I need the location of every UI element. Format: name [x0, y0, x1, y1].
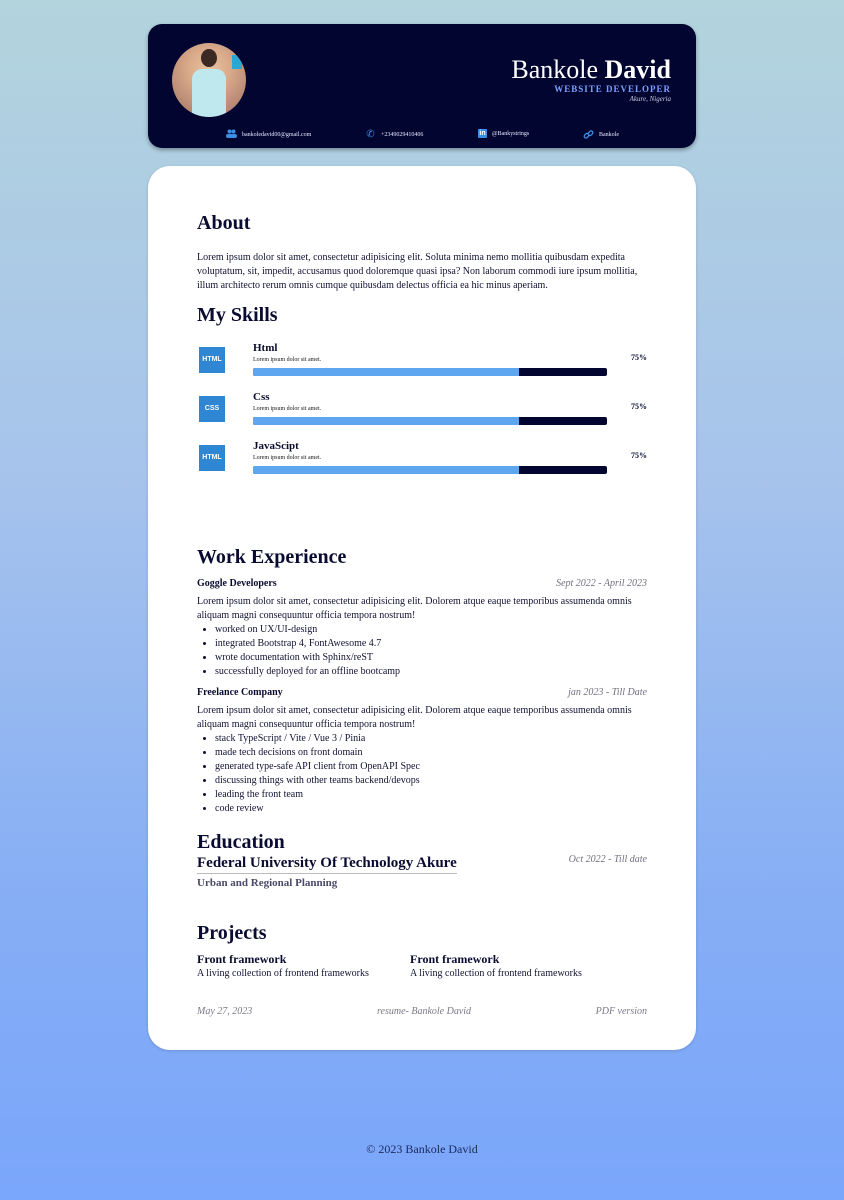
profile-name: Bankole David — [511, 55, 671, 84]
skill-progress-fill — [253, 466, 519, 474]
education-section — [197, 831, 647, 889]
linkedin-icon: in — [479, 130, 486, 137]
skill-progress-fill — [253, 417, 519, 425]
education-date: Oct 2022 - Till date — [568, 854, 647, 865]
job-description: Lorem ipsum dolor sit amet, consectetur adipisicing elit. Dolorem atque eaque temporibus assumenda omnis aliquam magni consequuntur officia tempora nostrum! — [197, 596, 632, 621]
job-description: Lorem ipsum dolor sit amet, consectetur adipisicing elit. Dolorem atque eaque temporibus assumenda omnis aliquam magni consequuntur officia tempora nostrum! — [197, 705, 632, 730]
about-section — [197, 212, 647, 293]
education-heading: Education — [197, 831, 285, 853]
projects-section — [197, 922, 647, 945]
skill-progress-bar — [253, 466, 607, 474]
list-item: • made tech decisions on front domain — [215, 746, 647, 760]
education-school: Federal University Of Technology Akure — [197, 855, 457, 874]
profile-header — [148, 24, 696, 148]
copyright: © 2023 Bankole David — [366, 1142, 478, 1156]
skill-item — [197, 440, 647, 480]
avatar — [172, 43, 246, 117]
contact-email[interactable]: bankoledavid00@gmail.com — [226, 129, 311, 140]
contact-linkedin[interactable]: in @Bankystrings — [479, 130, 530, 137]
skills-heading: My Skills — [197, 304, 278, 326]
html-icon: HTML — [199, 445, 225, 471]
contact-link[interactable]: Bankole — [583, 129, 619, 140]
project-description: A living collection of frontend frameworks — [197, 968, 369, 979]
project-item[interactable] — [410, 952, 610, 979]
skill-description: Lorem ipsum dolor sit amet. — [253, 406, 322, 412]
job-entry — [197, 578, 647, 679]
phone-icon: ✆ — [366, 129, 375, 140]
project-title: Front framework — [197, 952, 287, 966]
list-item: • leading the front team — [215, 788, 647, 802]
skills-list — [197, 342, 647, 482]
project-item[interactable] — [197, 952, 397, 979]
list-item: • wrote documentation with Sphinx/reST — [215, 651, 647, 665]
skills-section — [197, 304, 647, 327]
job-date: jan 2023 - Till Date — [568, 687, 647, 698]
skill-progress-fill — [253, 368, 519, 376]
job-date: Sept 2022 - April 2023 — [556, 578, 647, 589]
profile-location: Akure, Nigeria — [629, 95, 671, 103]
skill-percent: 75% — [631, 353, 647, 362]
skill-item — [197, 391, 647, 431]
education-entry — [197, 854, 647, 889]
list-item: • generated type-safe API client from OpenAPI Spec — [215, 760, 647, 774]
skill-title: JavaScipt — [253, 440, 299, 452]
skill-description: Lorem ipsum dolor sit amet. — [253, 357, 322, 363]
project-description: A living collection of frontend frameworks — [410, 968, 582, 979]
project-title: Front framework — [410, 952, 500, 966]
css-icon: CSS — [199, 396, 225, 422]
job-bullets — [197, 732, 647, 816]
job-company: Goggle Developers — [197, 578, 277, 589]
skill-title: Css — [253, 391, 270, 403]
pdf-version-link[interactable]: PDF version — [595, 1006, 647, 1017]
link-icon — [583, 129, 594, 140]
education-course: Urban and Regional Planning — [197, 877, 338, 889]
users-icon — [226, 129, 237, 140]
list-item: • stack TypeScript / Vite / Vue 3 / Pinia — [215, 732, 647, 746]
resume-card — [148, 166, 696, 1050]
work-heading: Work Experience — [197, 546, 347, 568]
skill-progress-bar — [253, 417, 607, 425]
job-company: Freelance Company — [197, 687, 283, 698]
work-section — [197, 546, 647, 816]
skill-percent: 75% — [631, 402, 647, 411]
list-item: • discussing things with other teams backend/devops — [215, 774, 647, 788]
projects-heading: Projects — [197, 922, 267, 944]
job-bullets — [197, 623, 647, 679]
skill-description: Lorem ipsum dolor sit amet. — [253, 455, 322, 461]
about-text: Lorem ipsum dolor sit amet, consectetur adipisicing elit. Soluta minima nemo mollitia quibusdam expedita voluptatum, sit, impedit, accusamus quod doloremque quasi ipsa? Non laborum commodi iure ipsum mollitia, illum architecto rerum omnis cumque quibusdam delectus officia ea hic minus aperiam. — [197, 252, 638, 291]
html-icon: HTML — [199, 347, 225, 373]
list-item: • integrated Bootstrap 4, FontAwesome 4.7 — [215, 637, 647, 651]
profile-role: WEBSITE DEVELOPER — [554, 84, 671, 94]
list-item: • successfully deployed for an offline bootcamp — [215, 665, 647, 679]
skill-progress-bar — [253, 368, 607, 376]
list-item: • worked on UX/UI-design — [215, 623, 647, 637]
list-item: • code review — [215, 802, 647, 816]
skill-title: Html — [253, 342, 278, 354]
resume-date: May 27, 2023 — [197, 1006, 253, 1017]
skill-percent: 75% — [631, 451, 647, 460]
contact-phone[interactable]: ✆ +2349029410406 — [366, 129, 424, 140]
skill-item — [197, 342, 647, 382]
resume-title: resume- Bankole David — [377, 1006, 472, 1017]
job-entry — [197, 687, 647, 816]
about-heading: About — [197, 212, 251, 234]
